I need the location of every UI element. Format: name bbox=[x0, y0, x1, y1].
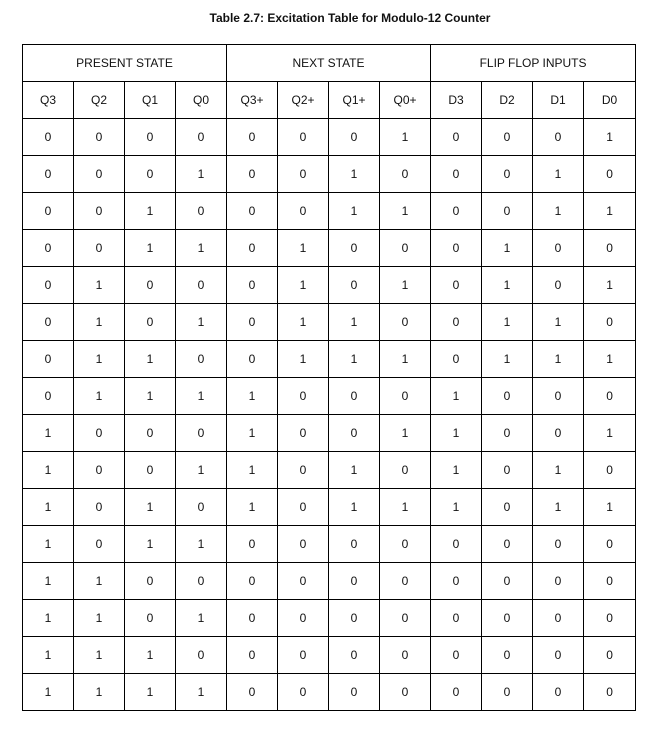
column-header-row bbox=[23, 82, 636, 119]
table-cell: 1 bbox=[74, 267, 125, 304]
table-cell: 0 bbox=[329, 415, 380, 452]
table-cell: 0 bbox=[125, 156, 176, 193]
table-cell: 0 bbox=[125, 267, 176, 304]
table-cell: 0 bbox=[584, 674, 636, 711]
table-cell: 0 bbox=[584, 304, 636, 341]
table-cell: 1 bbox=[176, 230, 227, 267]
table-cell: 0 bbox=[227, 563, 278, 600]
table-cell: 0 bbox=[23, 119, 74, 156]
table-cell: 1 bbox=[74, 304, 125, 341]
table-cell: 0 bbox=[431, 156, 482, 193]
table-cell: 0 bbox=[329, 378, 380, 415]
table-cell: 1 bbox=[329, 341, 380, 378]
table-cell: 1 bbox=[23, 637, 74, 674]
table-cell: 0 bbox=[380, 674, 431, 711]
table-cell: 0 bbox=[278, 119, 329, 156]
table-cell: 1 bbox=[74, 563, 125, 600]
table-cell: 0 bbox=[176, 489, 227, 526]
column-header-d2: D2 bbox=[482, 82, 533, 119]
table-cell: 1 bbox=[584, 415, 636, 452]
table-cell: 1 bbox=[584, 193, 636, 230]
table-cell: 0 bbox=[584, 563, 636, 600]
table-cell: 0 bbox=[533, 415, 584, 452]
table-cell: 0 bbox=[584, 230, 636, 267]
table-row bbox=[23, 267, 636, 304]
table-cell: 0 bbox=[176, 193, 227, 230]
table-row bbox=[23, 563, 636, 600]
table-cell: 0 bbox=[482, 378, 533, 415]
table-cell: 1 bbox=[74, 674, 125, 711]
table-cell: 0 bbox=[176, 637, 227, 674]
table-cell: 1 bbox=[380, 193, 431, 230]
table-cell: 0 bbox=[431, 267, 482, 304]
column-header-q1-plus: Q1+ bbox=[329, 82, 380, 119]
table-cell: 1 bbox=[584, 119, 636, 156]
group-header-row bbox=[23, 45, 636, 82]
table-cell: 0 bbox=[533, 563, 584, 600]
table-cell: 0 bbox=[125, 119, 176, 156]
table-cell: 0 bbox=[329, 563, 380, 600]
table-cell: 1 bbox=[176, 600, 227, 637]
table-row bbox=[23, 637, 636, 674]
table-cell: 0 bbox=[23, 267, 74, 304]
table-cell: 0 bbox=[584, 600, 636, 637]
table-cell: 1 bbox=[278, 230, 329, 267]
table-cell: 0 bbox=[431, 193, 482, 230]
table-row bbox=[23, 415, 636, 452]
table-cell: 1 bbox=[23, 563, 74, 600]
table-cell: 0 bbox=[482, 674, 533, 711]
table-cell: 0 bbox=[482, 452, 533, 489]
table-cell: 0 bbox=[227, 304, 278, 341]
table-cell: 0 bbox=[227, 526, 278, 563]
table-row bbox=[23, 193, 636, 230]
table-cell: 0 bbox=[278, 600, 329, 637]
table-cell: 1 bbox=[431, 452, 482, 489]
table-row bbox=[23, 230, 636, 267]
table-cell: 1 bbox=[125, 526, 176, 563]
table-cell: 0 bbox=[584, 156, 636, 193]
group-header-flip-flop-inputs: FLIP FLOP INPUTS bbox=[431, 45, 636, 82]
table-cell: 1 bbox=[23, 600, 74, 637]
table-cell: 1 bbox=[533, 452, 584, 489]
table-cell: 0 bbox=[380, 156, 431, 193]
column-header-d0: D0 bbox=[584, 82, 636, 119]
table-cell: 0 bbox=[482, 563, 533, 600]
table-cell: 0 bbox=[431, 119, 482, 156]
table-cell: 0 bbox=[329, 600, 380, 637]
table-row bbox=[23, 489, 636, 526]
table-cell: 0 bbox=[482, 600, 533, 637]
table-cell: 0 bbox=[584, 378, 636, 415]
table-cell: 1 bbox=[329, 156, 380, 193]
table-cell: 1 bbox=[125, 230, 176, 267]
table-cell: 1 bbox=[125, 341, 176, 378]
table-cell: 0 bbox=[329, 267, 380, 304]
table-cell: 1 bbox=[431, 378, 482, 415]
table-cell: 0 bbox=[227, 119, 278, 156]
table-cell: 0 bbox=[278, 674, 329, 711]
table-cell: 1 bbox=[380, 415, 431, 452]
table-cell: 1 bbox=[125, 378, 176, 415]
table-cell: 0 bbox=[278, 637, 329, 674]
table-cell: 0 bbox=[431, 674, 482, 711]
table-cell: 1 bbox=[278, 267, 329, 304]
table-cell: 1 bbox=[74, 600, 125, 637]
table-cell: 0 bbox=[431, 600, 482, 637]
table-cell: 0 bbox=[380, 600, 431, 637]
table-cell: 0 bbox=[329, 674, 380, 711]
column-header-q1: Q1 bbox=[125, 82, 176, 119]
table-cell: 0 bbox=[329, 119, 380, 156]
column-header-q2: Q2 bbox=[74, 82, 125, 119]
table-cell: 1 bbox=[23, 415, 74, 452]
table-cell: 0 bbox=[482, 119, 533, 156]
table-cell: 0 bbox=[278, 378, 329, 415]
table-cell: 1 bbox=[482, 341, 533, 378]
table-cell: 1 bbox=[431, 415, 482, 452]
table-cell: 0 bbox=[482, 415, 533, 452]
table-row bbox=[23, 341, 636, 378]
table-cell: 0 bbox=[278, 563, 329, 600]
table-caption: Table 2.7: Excitation Table for Modulo-12 Counter bbox=[209, 11, 491, 25]
table-cell: 1 bbox=[74, 378, 125, 415]
table-cell: 0 bbox=[74, 193, 125, 230]
table-cell: 1 bbox=[329, 452, 380, 489]
table-cell: 0 bbox=[23, 230, 74, 267]
table-cell: 0 bbox=[533, 600, 584, 637]
table-cell: 0 bbox=[278, 526, 329, 563]
table-cell: 1 bbox=[533, 341, 584, 378]
table-cell: 0 bbox=[125, 304, 176, 341]
table-cell: 0 bbox=[482, 193, 533, 230]
table-cell: 1 bbox=[380, 341, 431, 378]
table-cell: 0 bbox=[227, 230, 278, 267]
table-row bbox=[23, 304, 636, 341]
table-cell: 0 bbox=[380, 563, 431, 600]
table-cell: 0 bbox=[482, 526, 533, 563]
table-cell: 0 bbox=[533, 526, 584, 563]
table-cell: 0 bbox=[227, 637, 278, 674]
table-cell: 0 bbox=[278, 489, 329, 526]
table-cell: 1 bbox=[533, 193, 584, 230]
table-cell: 0 bbox=[278, 193, 329, 230]
table-cell: 0 bbox=[125, 563, 176, 600]
table-cell: 0 bbox=[176, 563, 227, 600]
table-cell: 0 bbox=[23, 193, 74, 230]
table-cell: 1 bbox=[533, 156, 584, 193]
table-cell: 1 bbox=[584, 341, 636, 378]
table-cell: 1 bbox=[431, 489, 482, 526]
table-cell: 0 bbox=[74, 230, 125, 267]
table-cell: 1 bbox=[227, 452, 278, 489]
table-row bbox=[23, 452, 636, 489]
group-header-next-state: NEXT STATE bbox=[227, 45, 431, 82]
table-cell: 0 bbox=[431, 304, 482, 341]
column-header-q0: Q0 bbox=[176, 82, 227, 119]
table-cell: 1 bbox=[482, 230, 533, 267]
table-cell: 1 bbox=[329, 489, 380, 526]
table-cell: 1 bbox=[380, 489, 431, 526]
table-cell: 0 bbox=[533, 230, 584, 267]
table-cell: 0 bbox=[125, 415, 176, 452]
table-cell: 0 bbox=[329, 230, 380, 267]
column-header-q3: Q3 bbox=[23, 82, 74, 119]
table-cell: 1 bbox=[176, 674, 227, 711]
table-cell: 0 bbox=[23, 378, 74, 415]
table-cell: 0 bbox=[74, 452, 125, 489]
table-cell: 0 bbox=[23, 304, 74, 341]
table-cell: 0 bbox=[482, 156, 533, 193]
table-cell: 1 bbox=[125, 674, 176, 711]
table-row bbox=[23, 674, 636, 711]
table-cell: 0 bbox=[431, 563, 482, 600]
table-cell: 0 bbox=[176, 119, 227, 156]
table-cell: 0 bbox=[533, 119, 584, 156]
table-cell: 0 bbox=[584, 526, 636, 563]
table-body bbox=[23, 119, 636, 711]
table-cell: 1 bbox=[584, 489, 636, 526]
table-cell: 1 bbox=[278, 304, 329, 341]
table-cell: 0 bbox=[584, 637, 636, 674]
table-cell: 1 bbox=[176, 526, 227, 563]
table-cell: 1 bbox=[227, 489, 278, 526]
table-cell: 0 bbox=[380, 230, 431, 267]
table-cell: 0 bbox=[584, 452, 636, 489]
table-cell: 0 bbox=[227, 600, 278, 637]
table-cell: 1 bbox=[74, 637, 125, 674]
table-cell: 0 bbox=[227, 267, 278, 304]
table-cell: 0 bbox=[125, 600, 176, 637]
table-cell: 1 bbox=[23, 526, 74, 563]
table-cell: 1 bbox=[482, 267, 533, 304]
table-cell: 0 bbox=[23, 156, 74, 193]
table-cell: 0 bbox=[74, 489, 125, 526]
table-cell: 1 bbox=[125, 193, 176, 230]
table-cell: 0 bbox=[533, 378, 584, 415]
table-cell: 1 bbox=[329, 193, 380, 230]
table-cell: 1 bbox=[278, 341, 329, 378]
table-cell: 0 bbox=[74, 119, 125, 156]
table-cell: 0 bbox=[74, 156, 125, 193]
table-cell: 0 bbox=[380, 378, 431, 415]
table-cell: 1 bbox=[380, 119, 431, 156]
excitation-table bbox=[22, 44, 636, 711]
table-cell: 0 bbox=[74, 415, 125, 452]
table-cell: 1 bbox=[176, 156, 227, 193]
table-cell: 1 bbox=[176, 378, 227, 415]
table-cell: 0 bbox=[431, 526, 482, 563]
table-row bbox=[23, 600, 636, 637]
table-cell: 1 bbox=[23, 489, 74, 526]
table-cell: 0 bbox=[125, 452, 176, 489]
table-cell: 1 bbox=[23, 452, 74, 489]
table-cell: 1 bbox=[176, 452, 227, 489]
table-cell: 0 bbox=[380, 526, 431, 563]
table-cell: 1 bbox=[125, 637, 176, 674]
group-header-present-state: PRESENT STATE bbox=[23, 45, 227, 82]
table-cell: 1 bbox=[584, 267, 636, 304]
table-cell: 1 bbox=[482, 304, 533, 341]
table-cell: 0 bbox=[227, 193, 278, 230]
column-header-d1: D1 bbox=[533, 82, 584, 119]
column-header-q0-plus: Q0+ bbox=[380, 82, 431, 119]
table-cell: 1 bbox=[533, 304, 584, 341]
table-cell: 0 bbox=[431, 637, 482, 674]
table-cell: 0 bbox=[278, 415, 329, 452]
column-header-q2-plus: Q2+ bbox=[278, 82, 329, 119]
table-row bbox=[23, 156, 636, 193]
table-cell: 1 bbox=[125, 489, 176, 526]
table-cell: 0 bbox=[533, 674, 584, 711]
table-cell: 1 bbox=[227, 378, 278, 415]
table-cell: 0 bbox=[380, 637, 431, 674]
table-cell: 1 bbox=[176, 304, 227, 341]
table-cell: 1 bbox=[329, 304, 380, 341]
table-cell: 0 bbox=[278, 452, 329, 489]
table-cell: 0 bbox=[533, 267, 584, 304]
table-row bbox=[23, 378, 636, 415]
table-cell: 0 bbox=[227, 156, 278, 193]
table-cell: 0 bbox=[227, 341, 278, 378]
table-cell: 0 bbox=[329, 526, 380, 563]
table-cell: 0 bbox=[380, 452, 431, 489]
table-cell: 0 bbox=[176, 267, 227, 304]
table-cell: 1 bbox=[380, 267, 431, 304]
table-cell: 0 bbox=[278, 156, 329, 193]
table-row bbox=[23, 526, 636, 563]
table-cell: 0 bbox=[176, 415, 227, 452]
table-cell: 1 bbox=[533, 489, 584, 526]
table-row bbox=[23, 119, 636, 156]
table-cell: 0 bbox=[23, 341, 74, 378]
table-cell: 0 bbox=[482, 637, 533, 674]
column-header-d3: D3 bbox=[431, 82, 482, 119]
table-cell: 0 bbox=[482, 489, 533, 526]
table-cell: 0 bbox=[380, 304, 431, 341]
table-cell: 1 bbox=[74, 341, 125, 378]
table-cell: 1 bbox=[23, 674, 74, 711]
table-cell: 1 bbox=[227, 415, 278, 452]
table-cell: 0 bbox=[227, 674, 278, 711]
table-cell: 0 bbox=[431, 230, 482, 267]
table-cell: 0 bbox=[176, 341, 227, 378]
table-cell: 0 bbox=[329, 637, 380, 674]
table-cell: 0 bbox=[74, 526, 125, 563]
table-cell: 0 bbox=[533, 637, 584, 674]
column-header-q3-plus: Q3+ bbox=[227, 82, 278, 119]
table-cell: 0 bbox=[431, 341, 482, 378]
